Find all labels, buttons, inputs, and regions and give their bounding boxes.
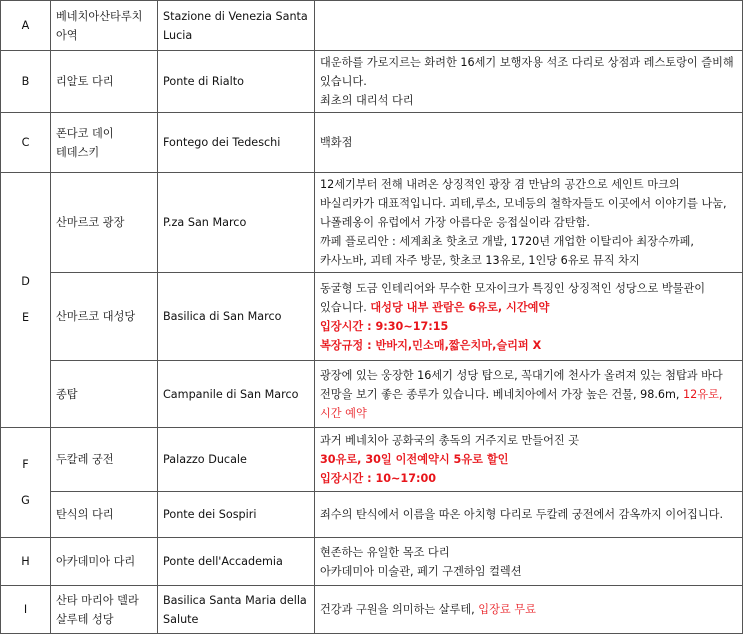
description-line — [320, 175, 737, 232]
italian-name-cell: Basilica di San Marco — [158, 273, 315, 361]
description-text: 입장시간 : 10~17:00 — [320, 472, 437, 485]
description-cell — [315, 492, 743, 538]
korean-name-cell: 탄식의 다리 — [51, 492, 158, 538]
italian-name-cell: Ponte di Rialto — [158, 51, 315, 113]
description-text: 현존하는 유일한 목조 다리 — [320, 545, 450, 559]
italian-name-cell: Palazzo Ducale — [158, 428, 315, 492]
italian-name-cell: Fontego dei Tedeschi — [158, 113, 315, 173]
korean-name-cell: 아카데미아 다리 — [51, 538, 158, 586]
description-text: 과거 베네치아 공화국의 총독의 거주지로 만들어진 곳 — [320, 434, 580, 447]
description-text: 아카데미아 미술관, 페기 구겐하임 컬렉션 — [320, 564, 522, 578]
description-cell — [315, 173, 743, 273]
korean-name-cell: 산마르코 대성당 — [51, 273, 158, 361]
description-line — [320, 543, 737, 562]
italian-name-cell: Ponte dell'Accademia — [158, 538, 315, 586]
italian-name-cell: P.za San Marco — [158, 173, 315, 273]
description-line — [320, 505, 737, 524]
description-line — [320, 366, 737, 423]
description-text: 광장에 있는 웅장한 16세기 성당 탑으로, 꼭대기에 천사가 올려져 있는 첨탑과 바다 전망을 보기 좋은 종루가 있습니다. 베네치아에서 가장 높은 건물, 98.6m, — [320, 368, 723, 401]
description-cell — [315, 51, 743, 113]
merged-code-cell-de — [1, 173, 51, 428]
korean-name-cell: 산마르코 광장 — [51, 173, 158, 273]
italian-name-cell: Basilica Santa Maria della Salute — [158, 586, 315, 634]
table-row-a — [1, 1, 743, 51]
korean-name-cell: 리알토 다리 — [51, 51, 158, 113]
description-text: 죄수의 탄식에서 이름을 따온 아치형 다리로 두칼레 궁전에서 감옥까지 이어집니다. — [320, 508, 724, 521]
description-text: 복장규정 : 반바지,민소매,짧은치마,슬리퍼 X — [320, 338, 542, 352]
description-text: 대운하를 가로지르는 화려한 16세기 보행자용 석조 다리로 상점과 레스토랑이 즐비해 있습니다. — [320, 56, 734, 88]
description-cell — [315, 273, 743, 361]
description-cell — [315, 586, 743, 634]
description-text: 백화점 — [320, 136, 353, 149]
description-text: 건강과 구원을 의미하는 살루테, — [320, 603, 479, 616]
description-line — [320, 431, 737, 450]
description-cell — [315, 538, 743, 586]
table-row-f — [1, 428, 743, 492]
description-line — [320, 91, 737, 110]
code-cell: I — [1, 586, 51, 634]
italian-name-cell: Campanile di San Marco — [158, 361, 315, 428]
merged-code-cell-fg — [1, 428, 51, 538]
description-text: 입장시간 : 9:30~17:15 — [320, 319, 449, 333]
code-g: G — [21, 493, 30, 507]
description-line — [320, 450, 737, 469]
description-cell — [315, 361, 743, 428]
code-e: E — [21, 311, 30, 324]
description-line — [320, 53, 737, 91]
description-line — [320, 279, 737, 317]
italian-name-cell: Stazione di Venezia Santa Lucia — [158, 1, 315, 51]
table-row-e — [1, 273, 743, 361]
korean-name-cell: 산타 마리아 델라 살루테 성당 — [51, 586, 158, 634]
description-text: 대성당 내부 관람은 6유로, 시간예약 — [370, 300, 550, 314]
description-line — [320, 232, 737, 270]
table-row-h — [1, 538, 743, 586]
description-text: 입장료 무료 — [478, 603, 536, 616]
description-cell — [315, 428, 743, 492]
description-text: 12유로, 시간 예약 — [320, 387, 723, 420]
code-cell: A — [1, 1, 51, 51]
korean-name-cell: 두칼레 궁전 — [51, 428, 158, 492]
description-cell — [315, 1, 743, 51]
table-row-e2 — [1, 361, 743, 428]
table-row-i — [1, 586, 743, 634]
table-row-d — [1, 173, 743, 273]
description-text: 까페 플로리안 : 세계최초 핫초코 개발, 1720년 개업한 이탈리아 최장수까페, 카사노바, 괴테 자주 방문, 핫초코 13유로, 1인당 6유로 뮤직 차지 — [320, 235, 694, 267]
description-line — [320, 562, 737, 581]
description-text: 최초의 대리석 다리 — [320, 94, 414, 107]
italian-name-cell: Ponte dei Sospiri — [158, 492, 315, 538]
korean-name-cell: 폰다코 데이 테데스키 — [51, 113, 158, 173]
description-text: 동굴형 도금 인테리어와 무수한 모자이크가 특징인 상징적인 성당으로 박물관이 있습니다. — [320, 281, 706, 314]
description-text: 30유로, 30일 이전예약시 5유로 할인 — [320, 453, 509, 466]
description-text: 12세기부터 전해 내려온 상징적인 광장 겸 만남의 공간으로 세인트 마크의 바실리카가 대표적입니다. 괴테,루소, 모네등의 철학자들도 이곳에서 이야기를 나눔, 나폴레옹이 유럽에서 가장 아름다운 응접실이라 감탄함. — [320, 178, 727, 229]
table-row-c — [1, 113, 743, 173]
description-cell — [315, 113, 743, 173]
korean-name-cell: 종탑 — [51, 361, 158, 428]
code-d: D — [21, 275, 30, 288]
description-line — [320, 469, 737, 488]
code-cell: H — [1, 538, 51, 586]
table-row-g — [1, 492, 743, 538]
korean-name-cell: 베네치아산타루치아역 — [51, 1, 158, 51]
description-line — [320, 336, 737, 355]
code-cell: C — [1, 113, 51, 173]
description-line — [320, 600, 737, 619]
code-cell: B — [1, 51, 51, 113]
description-line — [320, 317, 737, 336]
description-line — [320, 133, 737, 152]
table-row-b — [1, 51, 743, 113]
code-f: F — [22, 457, 29, 471]
